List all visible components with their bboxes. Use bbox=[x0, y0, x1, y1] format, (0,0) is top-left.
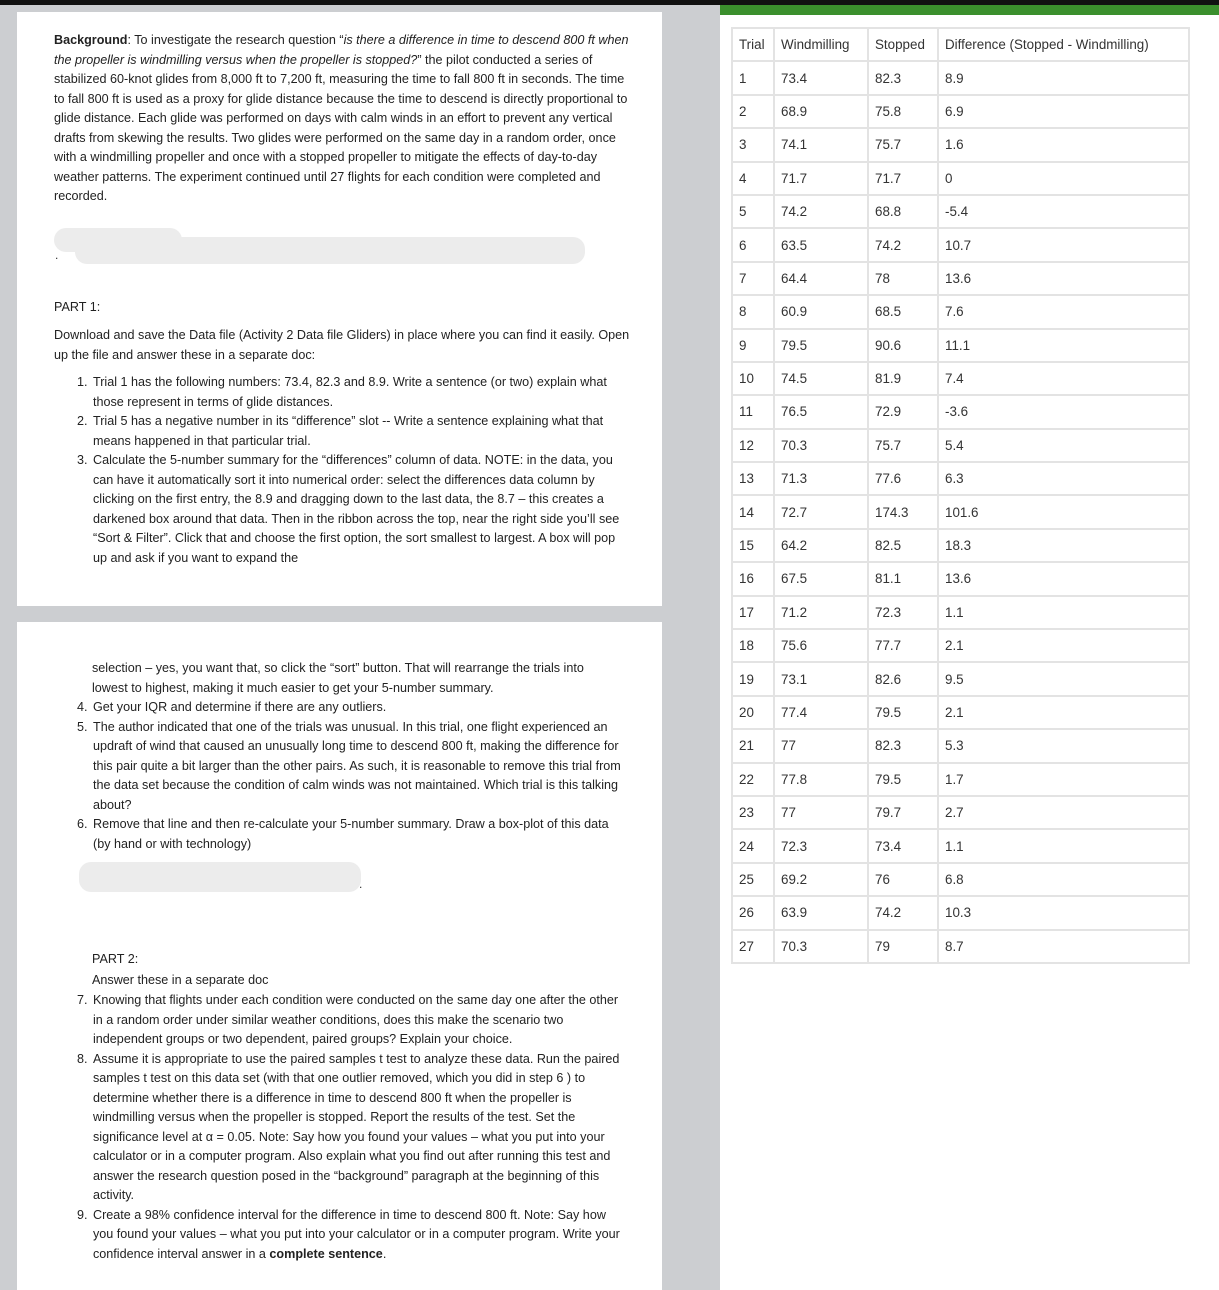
bullet-dot: . bbox=[55, 248, 59, 262]
background-lead: : To investigate the research question “ bbox=[127, 33, 344, 47]
table-row bbox=[732, 162, 1189, 195]
part1-title: PART 1: bbox=[54, 300, 101, 314]
cell-stopped: 72.3 bbox=[868, 596, 938, 629]
question-8: 8. Assume it is appropriate to use the paired samples t test to analyze these data. Run the paired samples t test on this data set (with that one outlier removed, which you did in step 6 ) to determine whether there is a difference in time to descend 800 ft when the propeller is windmilling versus when the propeller is stopped. Report the results of the test. Set the significance level at α = 0.05. Note: Say how you found your values – what you put into your calculator or in a computer program. Also explain what you find out after running this test and answer the research question posed in the “background” paragraph at the beginning of this activity. bbox=[91, 1050, 625, 1206]
cell-trial: 12 bbox=[732, 429, 774, 462]
cell-windmilling: 68.9 bbox=[774, 95, 868, 128]
cell-stopped: 72.9 bbox=[868, 395, 938, 428]
cell-stopped: 77.6 bbox=[868, 462, 938, 495]
cell-windmilling: 77.8 bbox=[774, 763, 868, 796]
cell-difference: 8.9 bbox=[938, 61, 1189, 94]
cell-windmilling: 77 bbox=[774, 796, 868, 829]
cell-trial: 20 bbox=[732, 696, 774, 729]
cell-stopped: 75.7 bbox=[868, 128, 938, 161]
table-row bbox=[732, 495, 1189, 528]
background-paragraph bbox=[54, 31, 634, 207]
cell-difference: 101.6 bbox=[938, 495, 1189, 528]
cell-difference: 6.9 bbox=[938, 95, 1189, 128]
cell-difference: 1.1 bbox=[938, 829, 1189, 862]
background-rest: ” the pilot conducted a series of stabilized 60-knot glides from 8,000 ft to 7,200 ft, measuring the time to fall 800 ft in seconds. The time to fall 800 ft is used as a proxy for glide distance because the time to descend is directly proportional to glide distance. Each glide was performed on days with calm winds in an effort to prevent any vertical drafts from skewing the results. Two glides were performed on the same day in a random order, once with a windmilling propeller and once with a stopped propeller to mitigate the effects of day-to-day weather patterns. The experiment continued until 27 flights for each condition were completed and recorded. bbox=[54, 52, 628, 203]
cell-difference: 2.7 bbox=[938, 796, 1189, 829]
cell-difference: 6.8 bbox=[938, 863, 1189, 896]
table-row bbox=[732, 629, 1189, 662]
cell-trial: 10 bbox=[732, 362, 774, 395]
cell-windmilling: 63.9 bbox=[774, 896, 868, 929]
cell-stopped: 82.6 bbox=[868, 662, 938, 695]
research-question: is there a difference in time to descend 800 ft when the propeller is windmilling versus when the propeller is stopped? bbox=[54, 33, 629, 67]
cell-stopped: 79.7 bbox=[868, 796, 938, 829]
part2-questions bbox=[73, 991, 625, 1264]
cell-windmilling: 71.7 bbox=[774, 162, 868, 195]
cell-windmilling: 71.3 bbox=[774, 462, 868, 495]
cell-windmilling: 72.3 bbox=[774, 829, 868, 862]
cell-difference: -5.4 bbox=[938, 195, 1189, 228]
cell-trial: 22 bbox=[732, 763, 774, 796]
part2-title: PART 2: bbox=[92, 952, 139, 966]
question-2: 2. Trial 5 has a negative number in its “difference” slot -- Write a sentence explaining what that means happened in that particular trial. bbox=[91, 412, 628, 451]
cell-windmilling: 74.2 bbox=[774, 195, 868, 228]
cell-difference: 2.1 bbox=[938, 696, 1189, 729]
cell-difference: 11.1 bbox=[938, 329, 1189, 362]
cell-stopped: 90.6 bbox=[868, 329, 938, 362]
cell-stopped: 82.3 bbox=[868, 729, 938, 762]
cell-trial: 1 bbox=[732, 61, 774, 94]
cell-difference: 7.4 bbox=[938, 362, 1189, 395]
cell-stopped: 79.5 bbox=[868, 763, 938, 796]
cell-stopped: 73.4 bbox=[868, 829, 938, 862]
cell-windmilling: 73.1 bbox=[774, 662, 868, 695]
table-row bbox=[732, 395, 1189, 428]
table-row bbox=[732, 562, 1189, 595]
cell-trial: 17 bbox=[732, 596, 774, 629]
table-row bbox=[732, 696, 1189, 729]
table-row bbox=[732, 863, 1189, 896]
question-3-continuation: selection – yes, you want that, so click the “sort” button. That will rearrange the trials into lowest to highest, making it much easier to get your 5-number summary. bbox=[92, 661, 584, 695]
question-9-end: . bbox=[382, 1246, 387, 1261]
cell-stopped: 77.7 bbox=[868, 629, 938, 662]
cell-trial: 19 bbox=[732, 662, 774, 695]
cell-windmilling: 64.4 bbox=[774, 262, 868, 295]
part2-intro: Answer these in a separate doc bbox=[92, 973, 269, 987]
cell-windmilling: 69.2 bbox=[774, 863, 868, 896]
cell-trial: 15 bbox=[732, 529, 774, 562]
header-stopped: Stopped bbox=[868, 28, 938, 61]
glide-data-table bbox=[731, 27, 1190, 964]
cell-trial: 9 bbox=[732, 329, 774, 362]
cell-stopped: 75.7 bbox=[868, 429, 938, 462]
redacted-text bbox=[75, 237, 585, 264]
table-row bbox=[732, 729, 1189, 762]
question-4: 4. Get your IQR and determine if there are any outliers. bbox=[91, 698, 623, 718]
cell-windmilling: 70.3 bbox=[774, 930, 868, 963]
spreadsheet-header-bar bbox=[720, 5, 1219, 15]
cell-difference: 1.6 bbox=[938, 128, 1189, 161]
cell-trial: 23 bbox=[732, 796, 774, 829]
document-page-1 bbox=[17, 12, 662, 606]
cell-trial: 5 bbox=[732, 195, 774, 228]
question-1: 1. Trial 1 has the following numbers: 73.4, 82.3 and 8.9. Write a sentence (or two) explain what those represent in terms of glide distances. bbox=[91, 373, 628, 412]
cell-windmilling: 64.2 bbox=[774, 529, 868, 562]
cell-windmilling: 67.5 bbox=[774, 562, 868, 595]
cell-windmilling: 73.4 bbox=[774, 61, 868, 94]
background-label: Background bbox=[54, 33, 128, 47]
cell-trial: 6 bbox=[732, 228, 774, 261]
cell-difference: 18.3 bbox=[938, 529, 1189, 562]
cell-stopped: 75.8 bbox=[868, 95, 938, 128]
cell-windmilling: 74.1 bbox=[774, 128, 868, 161]
cell-difference: 9.5 bbox=[938, 662, 1189, 695]
table-row bbox=[732, 529, 1189, 562]
cell-difference: 10.7 bbox=[938, 228, 1189, 261]
cell-trial: 25 bbox=[732, 863, 774, 896]
table-row bbox=[732, 228, 1189, 261]
cell-trial: 16 bbox=[732, 562, 774, 595]
cell-difference: 6.3 bbox=[938, 462, 1189, 495]
table-row bbox=[732, 362, 1189, 395]
cell-trial: 27 bbox=[732, 930, 774, 963]
table-body bbox=[732, 61, 1189, 963]
redacted-text bbox=[79, 862, 361, 892]
cell-trial: 14 bbox=[732, 495, 774, 528]
cell-difference: 1.1 bbox=[938, 596, 1189, 629]
cell-stopped: 81.1 bbox=[868, 562, 938, 595]
cell-trial: 3 bbox=[732, 128, 774, 161]
cell-stopped: 76 bbox=[868, 863, 938, 896]
table-row bbox=[732, 596, 1189, 629]
cell-difference: 5.4 bbox=[938, 429, 1189, 462]
cell-difference: -3.6 bbox=[938, 395, 1189, 428]
cell-windmilling: 75.6 bbox=[774, 629, 868, 662]
part1-questions bbox=[73, 373, 628, 568]
table-row bbox=[732, 295, 1189, 328]
question-7: 7. Knowing that flights under each condition were conducted on the same day one after the other in a random order under similar weather conditions, does this make the scenario two independent groups or two dependent, paired groups? Explain your choice. bbox=[91, 991, 625, 1050]
bullet-dot: . bbox=[359, 877, 363, 891]
table-row bbox=[732, 662, 1189, 695]
cell-windmilling: 71.2 bbox=[774, 596, 868, 629]
cell-difference: 2.1 bbox=[938, 629, 1189, 662]
cell-trial: 18 bbox=[732, 629, 774, 662]
cell-stopped: 79.5 bbox=[868, 696, 938, 729]
cell-stopped: 78 bbox=[868, 262, 938, 295]
table-row bbox=[732, 329, 1189, 362]
cell-trial: 26 bbox=[732, 896, 774, 929]
question-6: 6. Remove that line and then re-calculate your 5-number summary. Draw a box-plot of this data (by hand or with technology) bbox=[91, 815, 623, 854]
question-9 bbox=[91, 1206, 625, 1265]
part1-questions-continued bbox=[73, 698, 623, 854]
question-9-text: Create a 98% confidence interval for the difference in time to descend 800 ft. Note: Say how you found your values – what you put into your calculator or in a computer program. Write your confidence interval answer in a bbox=[93, 1207, 620, 1261]
cell-stopped: 68.5 bbox=[868, 295, 938, 328]
table-header-row bbox=[732, 28, 1189, 61]
cell-windmilling: 72.7 bbox=[774, 495, 868, 528]
table-row bbox=[732, 462, 1189, 495]
cell-windmilling: 76.5 bbox=[774, 395, 868, 428]
table-row bbox=[732, 930, 1189, 963]
table-row bbox=[732, 829, 1189, 862]
cell-trial: 24 bbox=[732, 829, 774, 862]
cell-stopped: 71.7 bbox=[868, 162, 938, 195]
cell-stopped: 81.9 bbox=[868, 362, 938, 395]
cell-difference: 13.6 bbox=[938, 562, 1189, 595]
header-difference: Difference (Stopped - Windmilling) bbox=[938, 28, 1189, 61]
cell-stopped: 74.2 bbox=[868, 896, 938, 929]
cell-trial: 11 bbox=[732, 395, 774, 428]
table-row bbox=[732, 95, 1189, 128]
cell-difference: 13.6 bbox=[938, 262, 1189, 295]
cell-windmilling: 74.5 bbox=[774, 362, 868, 395]
question-5: 5. The author indicated that one of the trials was unusual. In this trial, one flight experienced an updraft of wind that caused an unusually long time to descend 800 ft, making the difference for this pair quite a bit larger than the other pairs. As such, it is reasonable to remove this trial from the data set because the condition of calm winds was not maintained. Which trial is this talking about? bbox=[91, 718, 623, 816]
table-row bbox=[732, 796, 1189, 829]
cell-trial: 2 bbox=[732, 95, 774, 128]
cell-difference: 1.7 bbox=[938, 763, 1189, 796]
cell-windmilling: 77.4 bbox=[774, 696, 868, 729]
table-row bbox=[732, 61, 1189, 94]
cell-difference: 0 bbox=[938, 162, 1189, 195]
table-row bbox=[732, 763, 1189, 796]
cell-stopped: 82.3 bbox=[868, 61, 938, 94]
cell-stopped: 74.2 bbox=[868, 228, 938, 261]
cell-windmilling: 70.3 bbox=[774, 429, 868, 462]
table-row bbox=[732, 262, 1189, 295]
cell-difference: 10.3 bbox=[938, 896, 1189, 929]
cell-difference: 7.6 bbox=[938, 295, 1189, 328]
cell-trial: 21 bbox=[732, 729, 774, 762]
cell-stopped: 79 bbox=[868, 930, 938, 963]
table-row bbox=[732, 429, 1189, 462]
header-windmilling: Windmilling bbox=[774, 28, 868, 61]
cell-stopped: 82.5 bbox=[868, 529, 938, 562]
cell-difference: 8.7 bbox=[938, 930, 1189, 963]
cell-windmilling: 77 bbox=[774, 729, 868, 762]
cell-windmilling: 79.5 bbox=[774, 329, 868, 362]
cell-windmilling: 60.9 bbox=[774, 295, 868, 328]
cell-windmilling: 63.5 bbox=[774, 228, 868, 261]
table-row bbox=[732, 128, 1189, 161]
question-9-bold: complete sentence bbox=[269, 1246, 383, 1261]
header-trial: Trial bbox=[732, 28, 774, 61]
table-row bbox=[732, 896, 1189, 929]
cell-trial: 4 bbox=[732, 162, 774, 195]
cell-trial: 13 bbox=[732, 462, 774, 495]
cell-stopped: 68.8 bbox=[868, 195, 938, 228]
cell-stopped: 174.3 bbox=[868, 495, 938, 528]
cell-difference: 5.3 bbox=[938, 729, 1189, 762]
question-3: 3. Calculate the 5-number summary for the “differences” column of data. NOTE: in the data, you can have it automatically sort it into numerical order: select the differences data column by clicking on the first entry, the 8.9 and dragging down to the last data, the 8.7 – this creates a darkened box around that data. Then in the ribbon across the top, near the right side you’ll see “Sort & Filter”. Click that and choose the first option, the sort smallest to largest. A box will pop up and ask if you want to expand the bbox=[91, 451, 628, 568]
table-row bbox=[732, 195, 1189, 228]
document-page-2 bbox=[17, 622, 662, 1290]
part1-intro: Download and save the Data file (Activity 2 Data file Gliders) in place where you can find it easily. Open up the file and answer these in a separate doc: bbox=[54, 328, 630, 362]
cell-trial: 8 bbox=[732, 295, 774, 328]
cell-trial: 7 bbox=[732, 262, 774, 295]
